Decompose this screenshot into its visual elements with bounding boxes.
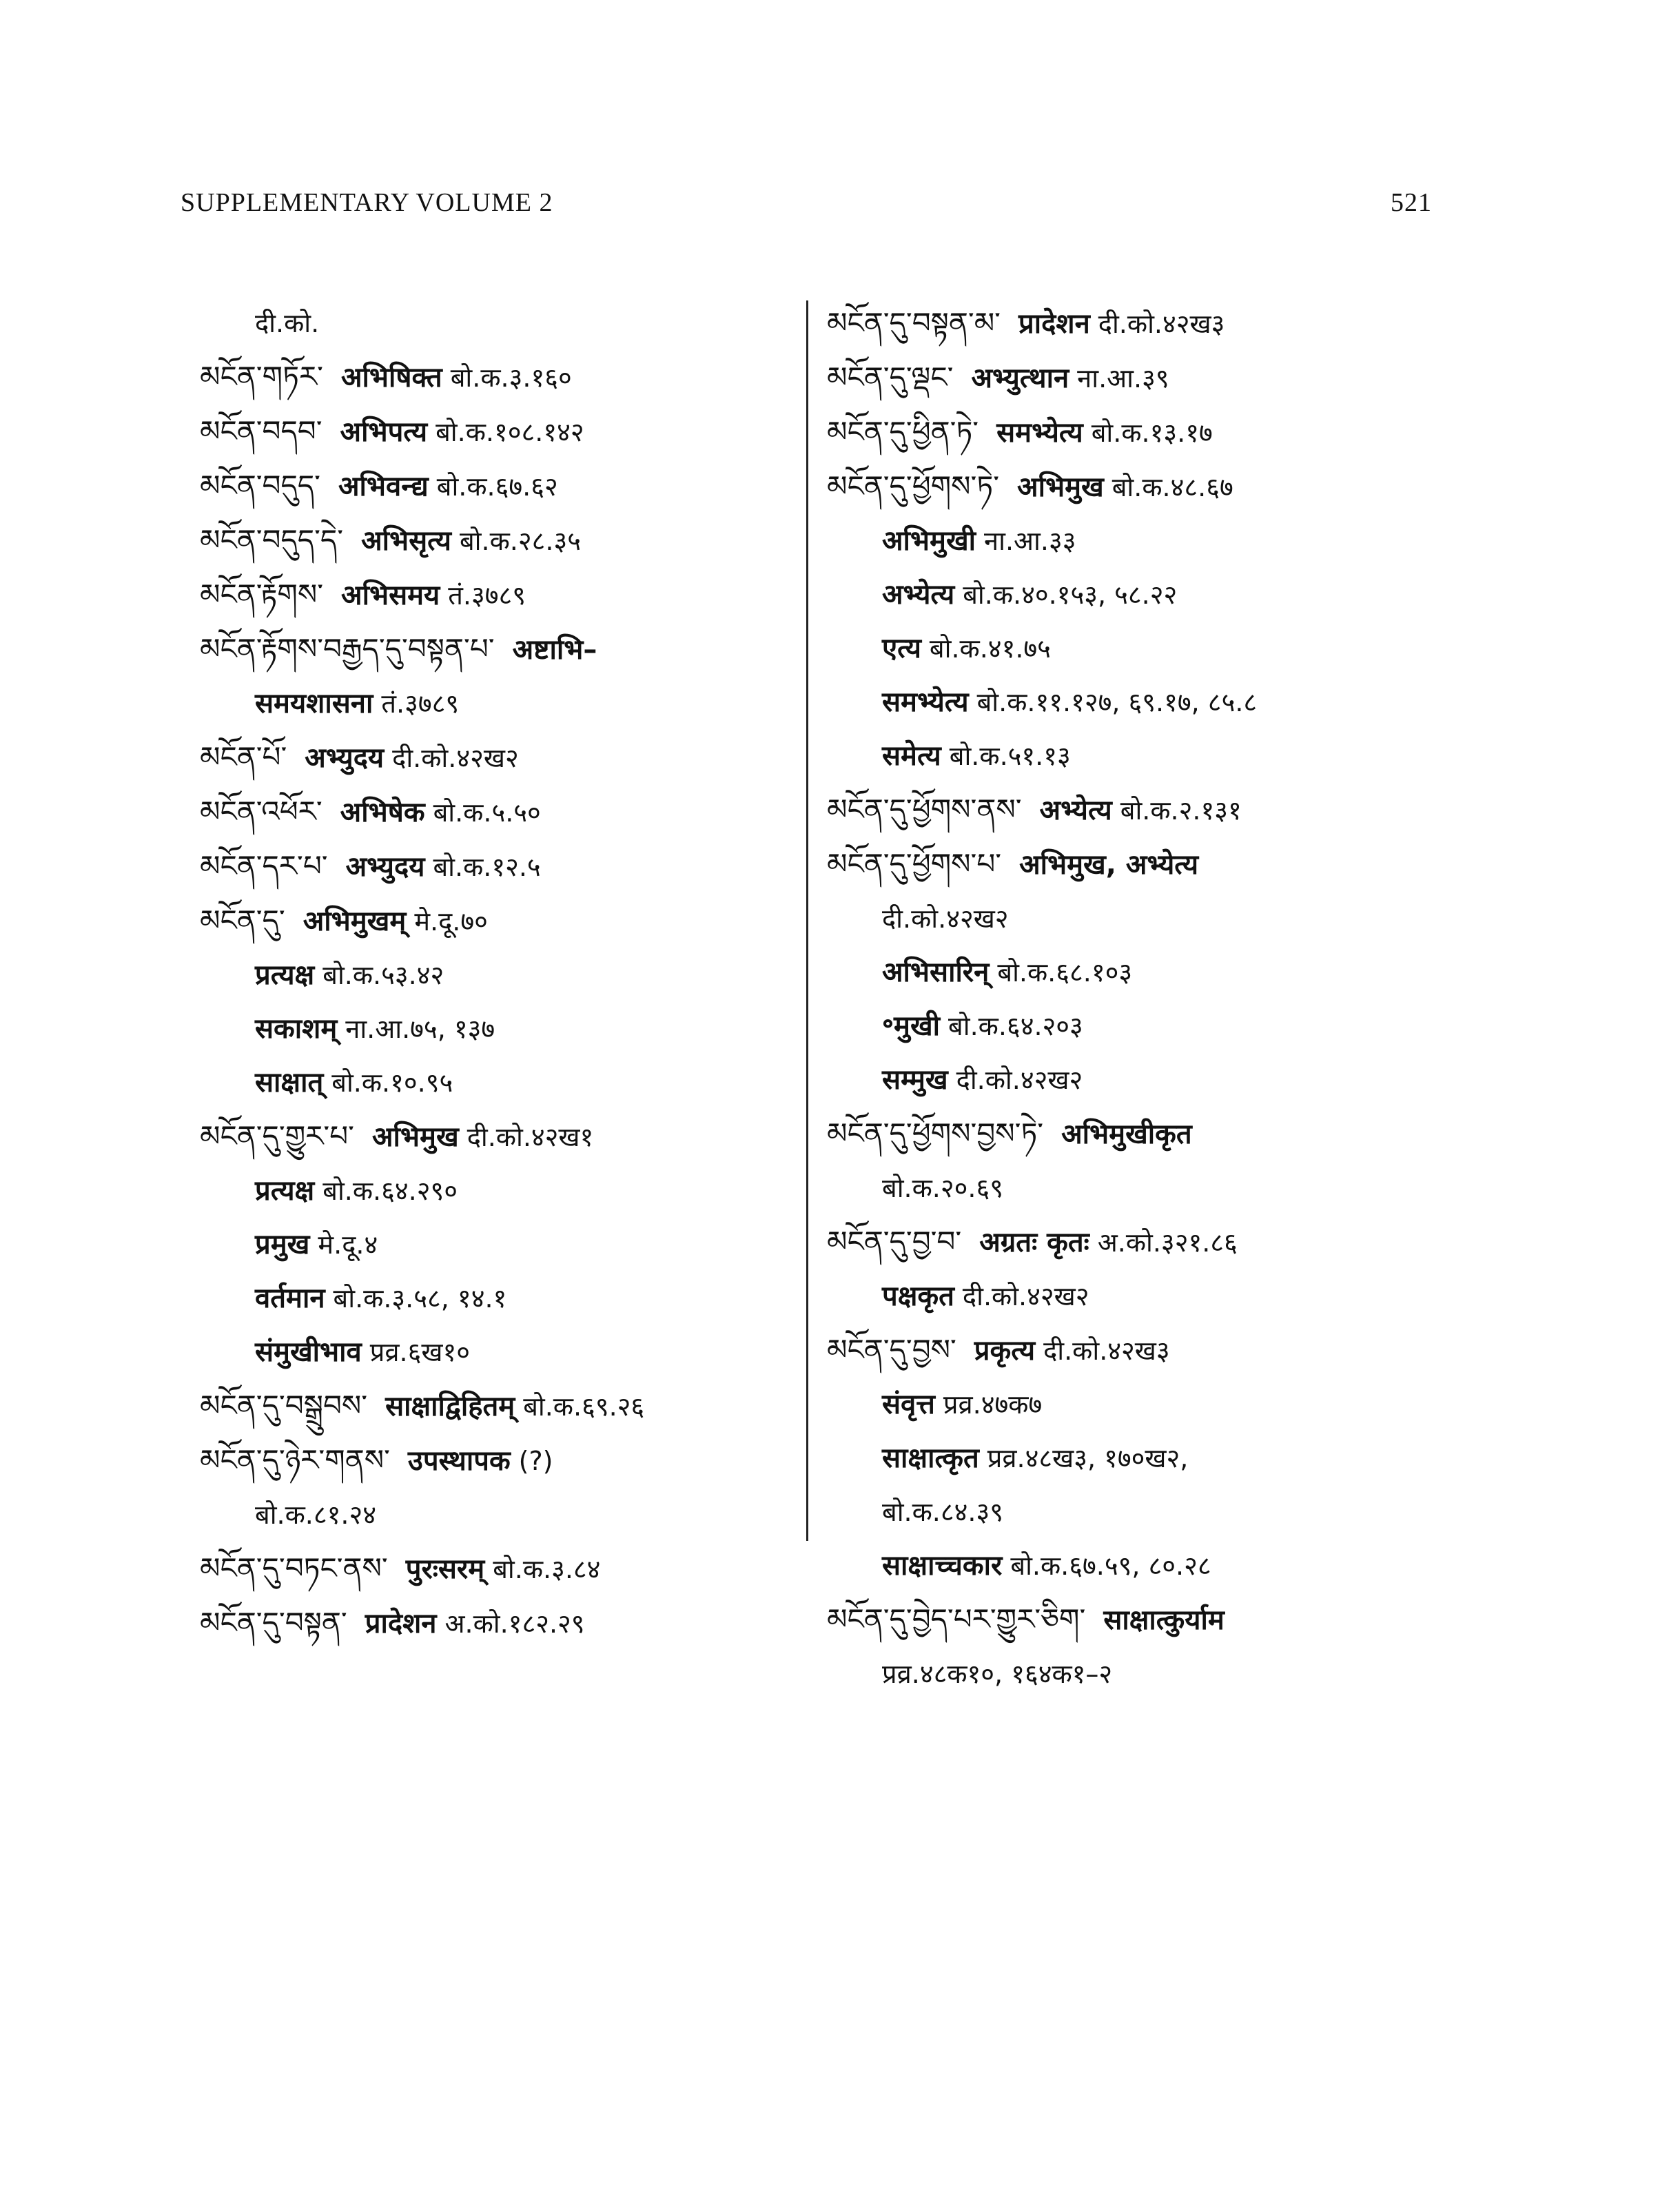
source-reference: बो.क.४१.७५: [929, 633, 1051, 664]
sub-entry: [200, 1060, 799, 1105]
dictionary-entry: [827, 1219, 1433, 1265]
sub-entry: [827, 1057, 1433, 1103]
sub-entry: [200, 681, 799, 726]
source-reference: प्रव्र.६ख१०: [369, 1337, 470, 1367]
source-reference: प्रव्र.४८क१०, १६४क१–२: [882, 1659, 1113, 1689]
source-reference: मे.दू.७०: [414, 906, 488, 937]
sanskrit-equivalent: अभिवन्द्य: [338, 471, 429, 502]
sanskrit-equivalent: अभ्युत्थान: [971, 362, 1069, 394]
dictionary-entry: [827, 1327, 1433, 1373]
source-reference: बो.क.६८.१०३: [997, 957, 1133, 988]
source-reference: बो.क.२०.६९: [882, 1173, 1004, 1203]
source-reference: मे.दू.४: [318, 1229, 378, 1260]
sanskrit-equivalent: प्रमुख: [255, 1229, 310, 1260]
sub-entry: [827, 626, 1433, 671]
tibetan-headword: མངོན་དུ་བྱས་: [827, 1333, 956, 1367]
tibetan-headword: མངོན་དུ་ལྡང་: [827, 360, 954, 394]
source-reference: बो.क.१२.५: [433, 852, 541, 882]
dictionary-entry: [200, 463, 799, 509]
tibetan-headword: མངོན་གཏོར་: [200, 360, 323, 394]
sanskrit-equivalent: अभिमुखम्: [303, 906, 407, 937]
sanskrit-equivalent: समेत्य: [882, 740, 941, 772]
sanskrit-equivalent: प्रत्यक्ष: [255, 959, 315, 991]
sanskrit-equivalent: साक्षाद्विहितम्: [385, 1391, 515, 1422]
sub-entry: [200, 1222, 799, 1267]
source-reference: तं.३७८९: [381, 688, 460, 719]
source-reference: बो.क.११.१२७, ६९.१७, ८५.८: [976, 687, 1258, 717]
sub-entry: [827, 1003, 1433, 1049]
sanskrit-equivalent: अष्टाभि–: [512, 634, 597, 666]
sanskrit-equivalent: ॰मुखी: [882, 1010, 941, 1042]
source-reference: बो.क.३.८४: [493, 1554, 601, 1584]
dictionary-entry: [827, 355, 1433, 401]
sub-entry: [200, 1329, 799, 1375]
sub-entry: [827, 733, 1433, 779]
sanskrit-equivalent: साक्षाच्चकार: [882, 1550, 1003, 1582]
dictionary-entry: [200, 1114, 799, 1160]
sanskrit-equivalent: अभ्युदय: [305, 742, 385, 774]
page-number: 521: [1391, 188, 1432, 217]
source-reference: तं.३७८९: [448, 580, 526, 611]
dictionary-entry: [827, 409, 1433, 456]
sanskrit-equivalent: अभ्येत्य: [882, 579, 955, 611]
column-divider: [806, 300, 808, 1541]
dictionary-entry: [200, 354, 799, 400]
source-reference: प्रव्र.४८ख३, १७०ख२,: [987, 1443, 1189, 1473]
sub-entry: [200, 1276, 799, 1321]
tibetan-headword: མངོན་འཕོར་: [200, 795, 322, 828]
source-reference: बो.क.२८.३५: [459, 526, 581, 556]
sanskrit-equivalent: प्रादेशन: [1018, 308, 1090, 340]
sanskrit-equivalent: साक्षात्कुर्याम: [1103, 1604, 1225, 1636]
source-reference: दी.को.४२ख२: [882, 903, 1009, 934]
dictionary-entry: [827, 787, 1433, 833]
sanskrit-equivalent: वर्तमान: [255, 1283, 325, 1314]
sub-entry: [827, 1543, 1433, 1588]
source-reference: बो.क.५३.४२: [322, 960, 444, 990]
sub-entry: [200, 952, 799, 998]
sanskrit-equivalent: उपस्थापक: [407, 1445, 511, 1477]
sub-entry: [827, 679, 1433, 725]
tibetan-headword: མངོན་དུ་ཕྱོགས་བྱས་ཏེ་: [827, 1116, 1044, 1150]
source-reference: दी.को.४२ख२: [962, 1281, 1089, 1311]
source-reference: दी.को.४२ख३: [1098, 309, 1225, 339]
tibetan-headword: མངོན་དུ་བཏང་ནས་: [200, 1551, 388, 1585]
sanskrit-equivalent: सकाशम्: [255, 1013, 338, 1045]
running-header: [181, 187, 1432, 218]
sanskrit-equivalent: साक्षात्: [255, 1067, 324, 1098]
sub-entry: [200, 1168, 799, 1214]
sub-entry: [827, 1382, 1433, 1427]
sanskrit-equivalent: समभ्येत्य: [882, 686, 969, 718]
source-reference: बो.क.६७.५९, ८०.२८: [1010, 1551, 1211, 1581]
sanskrit-equivalent: अभ्युदय: [345, 851, 425, 883]
source-reference: अ.को.३२१.८६: [1097, 1227, 1238, 1258]
tibetan-headword: མངོན་བདུད་དེ་: [200, 523, 344, 557]
sanskrit-equivalent: प्रत्यक्ष: [255, 1175, 315, 1207]
dictionary-entry: [200, 518, 799, 564]
continuation-line: [827, 1165, 1433, 1211]
sub-entry: [827, 518, 1433, 564]
sanskrit-equivalent: एत्य: [882, 633, 921, 664]
tibetan-headword: མངོན་དུ་བྱ་བ་: [827, 1225, 962, 1258]
dictionary-entry: [200, 1438, 799, 1484]
source-reference: बो.क.८१.२४: [255, 1500, 377, 1530]
sub-entry: [827, 572, 1433, 617]
dictionary-entry: [200, 572, 799, 618]
continuation-line: [827, 1651, 1433, 1697]
left-column: [200, 300, 799, 1655]
tibetan-headword: མངོན་བདབ་: [200, 414, 322, 448]
source-reference: बो.क.२.१३१: [1120, 795, 1242, 826]
tibetan-headword: མངོན་བདུད་: [200, 469, 320, 502]
dictionary-entry: [200, 1383, 799, 1429]
continuation-line: [827, 896, 1433, 941]
sanskrit-equivalent: अग्रतः कृतः: [979, 1227, 1089, 1258]
source-reference: ना.आ.७५, १३७: [345, 1014, 495, 1044]
source-reference: दी.को.४२ख१: [467, 1122, 594, 1152]
continuation-line: [200, 1492, 799, 1537]
sanskrit-equivalent: प्रकृत्य: [974, 1335, 1036, 1367]
dictionary-entry: [827, 464, 1433, 510]
source-reference: बो.क.६४.२९०: [322, 1176, 458, 1206]
source-reference: दी.को.४२ख२: [956, 1065, 1083, 1095]
tibetan-headword: མངོན་དུ་གྱུར་པ་: [200, 1119, 354, 1153]
source-reference: बो.क.१०८.१४२: [436, 417, 584, 447]
sanskrit-equivalent: अभिमुखीकृत: [1061, 1118, 1192, 1150]
tibetan-headword: མངོན་དུ་ཉེར་གནས་: [200, 1443, 390, 1477]
tibetan-headword: མངོན་དུ་བསྟན་: [200, 1606, 347, 1639]
sub-entry: [827, 1435, 1433, 1481]
dictionary-entry: [200, 1600, 799, 1646]
source-reference: बो.क.४८.६७: [1112, 472, 1233, 502]
source-reference: बो.क.४०.१५३, ५८.२२: [963, 580, 1178, 610]
source-reference: बो.क.३.५८, १४.१: [333, 1283, 507, 1314]
sanskrit-equivalent: सम्मुख: [882, 1064, 948, 1096]
dictionary-entry: [200, 789, 799, 835]
source-reference: ना.आ.३९: [1077, 363, 1169, 394]
tibetan-headword: མངོན་རྟོགས་བརྒྱད་དུ་བསྟན་པ་: [200, 632, 495, 666]
source-reference: ना.आ.३३: [984, 526, 1076, 556]
right-column: [827, 300, 1433, 1705]
sub-entry: [827, 950, 1433, 995]
sanskrit-equivalent: पुरःसरम्: [405, 1553, 485, 1585]
source-reference: बो.क.५.५०: [433, 797, 541, 828]
sanskrit-equivalent: अभिषिक्त: [340, 362, 442, 394]
tibetan-headword: མངོན་དུ་ཕྱོགས་པ་: [827, 847, 1002, 881]
source-reference: बो.क.६४.२०३: [948, 1011, 1083, 1041]
dictionary-entry: [200, 409, 799, 455]
dictionary-entry: [200, 898, 799, 944]
tibetan-headword: མངོན་དུ་ཕྱོགས་ཏེ་: [827, 469, 1000, 503]
source-reference: बो.क.५१.१३: [949, 741, 1071, 771]
sanskrit-equivalent: अभिमुख: [1017, 471, 1104, 503]
sub-entry: [827, 1274, 1433, 1319]
source-reference: बो.क.१०.९५: [331, 1067, 453, 1098]
tibetan-headword: མངོན་དུ་: [200, 903, 285, 937]
source-reference: (?): [518, 1446, 553, 1476]
sanskrit-equivalent: प्रादेशन: [365, 1608, 437, 1639]
sanskrit-equivalent: अभिषेक: [340, 797, 425, 828]
tibetan-headword: མངོན་དུ་བསྟན་མ་: [827, 306, 1001, 340]
sanskrit-equivalent: अभिसारिन्: [882, 957, 990, 988]
sub-entry: [200, 1006, 799, 1052]
source-reference: बो.क.८४.३९: [882, 1497, 1004, 1527]
tibetan-headword: མངོན་རྟོགས་: [200, 578, 324, 611]
continuation-line: [200, 300, 799, 346]
sanskrit-equivalent: अभिमुख: [372, 1121, 459, 1153]
dictionary-entry: [200, 1546, 799, 1592]
dictionary-entry: [200, 626, 799, 673]
dictionary-entry: [827, 1597, 1433, 1643]
source-reference: दी.को.४२ख२: [392, 743, 519, 773]
sanskrit-equivalent: अभ्येत्य: [1039, 795, 1112, 826]
dictionary-entry: [200, 735, 799, 781]
sanskrit-equivalent: अभिपत्य: [340, 416, 428, 448]
sanskrit-equivalent: समभ्येत्य: [996, 417, 1083, 449]
sanskrit-equivalent: संमुखीभाव: [255, 1336, 362, 1368]
dictionary-entry: [200, 844, 799, 890]
tibetan-headword: མངོན་དུ་ཕྱོགས་ནས་: [827, 793, 1022, 826]
sanskrit-equivalent: साक्षात्कृत: [882, 1442, 979, 1474]
source-reference: दी.को.: [255, 308, 320, 338]
tibetan-headword: མངོན་དུ་བསྒྲུབས་: [200, 1389, 368, 1422]
dictionary-entry: [827, 841, 1433, 888]
tibetan-headword: མངོན་པོ་: [200, 740, 287, 774]
tibetan-headword: མངོན་དུ་ཕྱིན་ཏེ་: [827, 415, 979, 449]
source-reference: बो.क.१३.१७: [1091, 418, 1213, 448]
sanskrit-equivalent: अभिमुखी: [882, 525, 976, 557]
sanskrit-equivalent: पक्षकृत: [882, 1280, 954, 1312]
sanskrit-equivalent: समयशासना: [255, 688, 373, 719]
tibetan-headword: མངོན་དར་པ་: [200, 849, 328, 883]
source-reference: बो.क.६७.६२: [436, 471, 558, 502]
source-reference: बो.क.६९.२६: [523, 1391, 645, 1422]
continuation-line: [827, 1489, 1433, 1535]
source-reference: दी.को.४२ख३: [1043, 1336, 1170, 1366]
sanskrit-equivalent: अभिसृत्य: [361, 525, 451, 557]
sanskrit-equivalent: अभिमुख, अभ्येत्य: [1019, 849, 1199, 881]
dictionary-entry: [827, 1111, 1433, 1157]
sanskrit-equivalent: अभिसमय: [341, 580, 440, 611]
dictionary-entry: [827, 300, 1433, 347]
source-reference: प्रव्र.४७क७: [943, 1389, 1043, 1420]
source-reference: बो.क.३.१६०: [450, 362, 572, 393]
source-reference: अ.को.१८२.२९: [444, 1608, 585, 1639]
sanskrit-equivalent: संवृत्त: [882, 1389, 935, 1420]
running-title: SUPPLEMENTARY VOLUME 2: [181, 188, 553, 217]
tibetan-headword: མངོན་དུ་བྱེད་པར་གྱུར་ཅིག་: [827, 1602, 1086, 1636]
